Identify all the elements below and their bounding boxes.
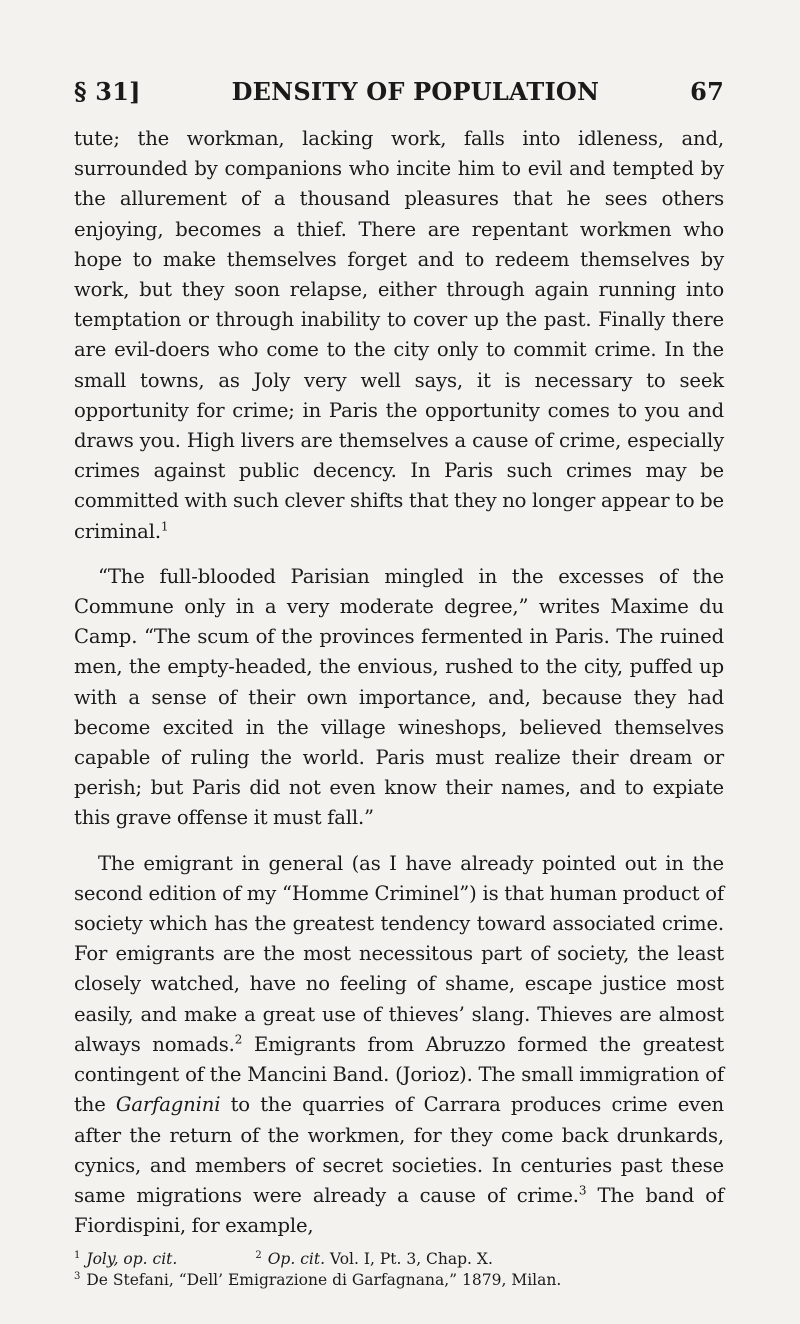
- footnote-1-number: 1: [74, 1250, 81, 1262]
- paragraph-2-text: “The full-blooded Parisian mingled in the excesses of the Commune only in a very moderate degree,” writes Maxime du Camp. “The scum of the provinces fermented in Paris. The ruined men, the empty-headed, the envious, rushed to the city, puffed up with a sense of their own importance, and, because they had become excited in the village wineshops, believed themselves capable of ruling the world. Paris must realize their dream or perish; but Paris did not even know their names, and to expiate this grave offense it must fall.”: [74, 564, 724, 830]
- footnote-ref-3: 3: [578, 1183, 587, 1198]
- footnote-ref-2: 2: [234, 1032, 243, 1047]
- footnote-2-text: Vol. I, Pt. 3, Chap. X.: [325, 1250, 493, 1269]
- footnote-1-text: Joly, op. cit.: [86, 1250, 178, 1269]
- paragraph-3-part-1: The emigrant in general (as I have already pointed out in the second edition of my “Homme Criminel”) is that human product of society which has the greatest tendency toward associated crime. For emigrants are the most necessitous part of society, the least closely watched, have no feeling of shame, escape justice most easily, and make a great use of thieves’ slang. Thieves are almost always nomads.: [74, 851, 724, 1056]
- paragraph-1: [74, 124, 724, 547]
- paragraph-3-part-2: Emigrants from Abruzzo formed the greatest contingent of the Mancini Band. (Jorioz). The small immigration of the: [74, 1032, 724, 1117]
- footnote-ref-1: 1: [160, 519, 169, 534]
- footnote-line-1: [74, 1249, 724, 1270]
- footnote-2-number: 2: [255, 1250, 262, 1262]
- book-page: [74, 76, 724, 1291]
- paragraph-3-part-4: The band of Fiordispini, for example,: [74, 1183, 725, 1238]
- footnote-3-text: De Stefani, “Dell’ Emigrazione di Garfagnana,” 1879, Milan.: [86, 1271, 562, 1290]
- section-marker: § 31]: [74, 77, 141, 106]
- footnote-3-number: 3: [74, 1271, 81, 1283]
- footnotes: [74, 1249, 724, 1291]
- page-number: 67: [690, 77, 724, 106]
- paragraph-3: [74, 849, 724, 1242]
- footnote-2-italic: Op. cit.: [267, 1250, 325, 1269]
- paragraph-3-italic: Garfagnini: [115, 1093, 221, 1117]
- footnote-line-2: [74, 1270, 724, 1291]
- paragraph-1-text: tute; the workman, lacking work, falls into idleness, and, surrounded by companions who incite him to evil and tempted by the allurement of a thousand pleasures that he sees others enjoying, becomes a thief. There are repentant workmen who hope to make themselves forget and to redeem themselves by work, but they soon relapse, either through again running into temptation or through inability to cover up the past. Finally there are evil-doers who come to the city only to commit crime. In the small towns, as Joly very well says, it is necessary to seek opportunity for crime; in Paris the opportunity comes to you and draws you. High livers are themselves a cause of crime, especially crimes against public decency. In Paris such crimes may be committed with such clever shifts that they no longer appear to be criminal.: [74, 127, 724, 543]
- running-head: [74, 76, 724, 108]
- body-text: [74, 124, 724, 1241]
- paragraph-2: [74, 562, 724, 834]
- page-title: DENSITY OF POPULATION: [231, 77, 600, 106]
- paragraph-3-part-3: to the quarries of Carrara produces crime even after the return of the workmen, for they come back drunkards, cynics, and members of secret societies. In centuries past these same migrations were already a cause of crime.: [74, 1093, 725, 1207]
